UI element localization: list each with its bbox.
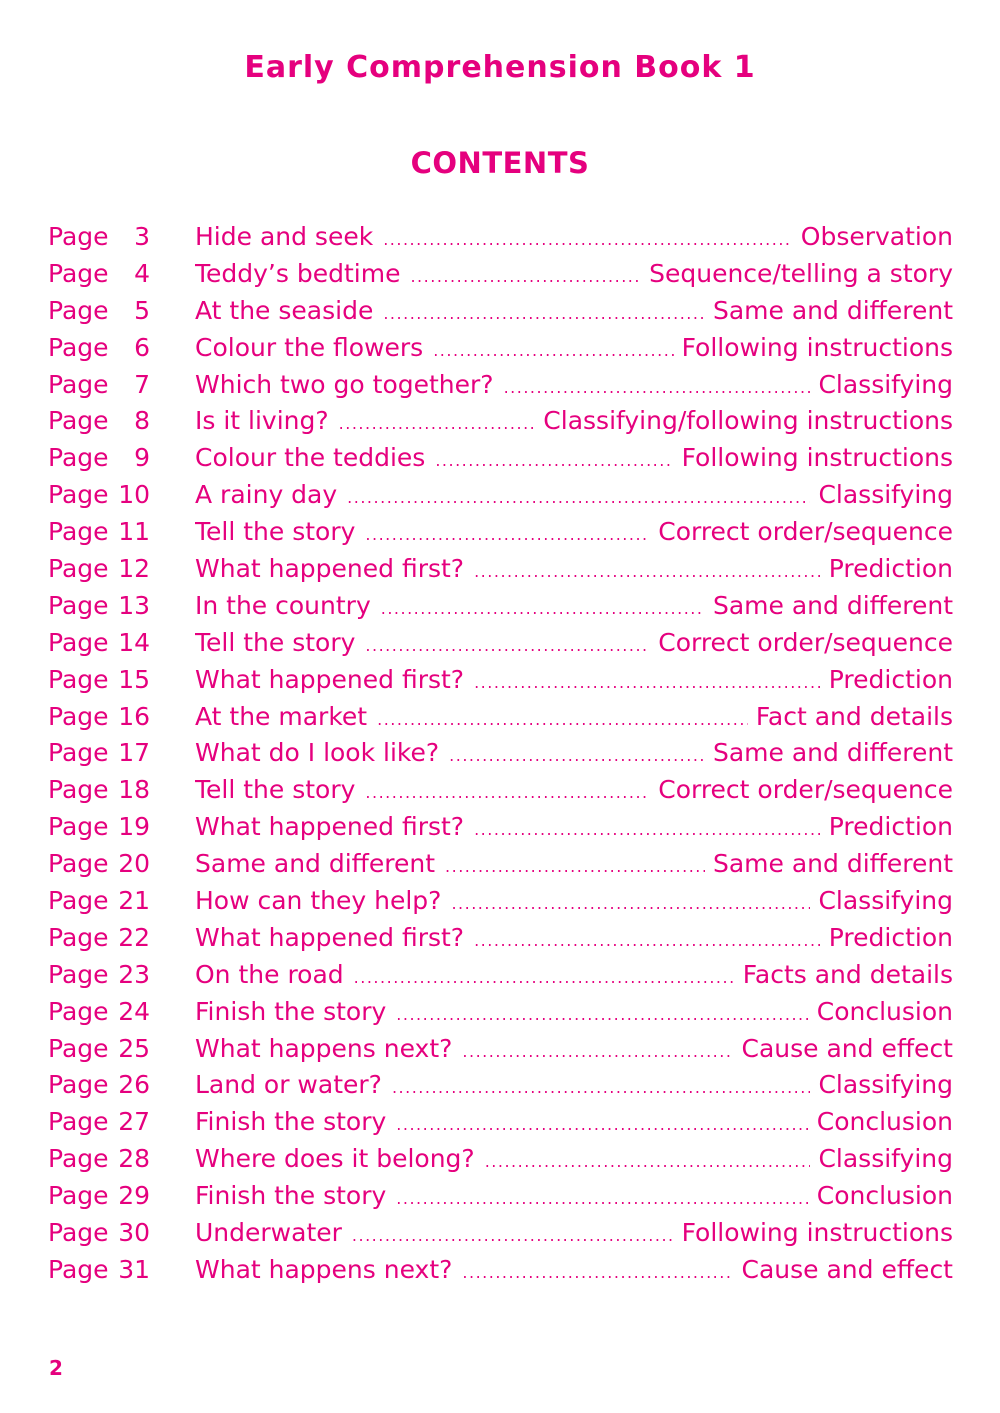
toc-page-number: 19: [118, 812, 150, 842]
page-number: 2: [49, 1356, 63, 1380]
toc-entry-skill: Fact and details: [755, 701, 953, 731]
toc-page-label: Page: [48, 1181, 109, 1211]
toc-entry: [195, 662, 953, 702]
toc-entry-skill: Classifying: [818, 480, 953, 510]
toc-entry-skill: Conclusion: [816, 1107, 953, 1137]
toc-entry-skill: Classifying: [818, 369, 953, 399]
toc-page-label: Page: [48, 369, 109, 399]
toc-page-label: Page: [48, 590, 109, 620]
toc-row: [48, 219, 953, 256]
toc-row: [48, 1178, 953, 1215]
toc-page-label: Page: [48, 775, 109, 805]
toc-dot-leader: [474, 665, 821, 702]
toc-entry-title: A rainy day: [195, 480, 338, 510]
toc-page-label: Page: [48, 664, 109, 694]
toc-entry-title: Teddy’s bedtime: [195, 258, 401, 288]
toc-entry-skill: Correct order/sequence: [658, 775, 953, 805]
toc-entry-title: What happens next?: [195, 1254, 453, 1284]
toc-row: [48, 846, 953, 883]
toc-page-label: Page: [48, 812, 109, 842]
toc-entry-title: Which two go together?: [195, 369, 494, 399]
toc-entry: [195, 1215, 953, 1255]
toc-entry: [195, 514, 953, 554]
toc-page-number: 5: [134, 295, 150, 325]
toc-entry: [195, 219, 953, 259]
toc-page-label: Page: [48, 406, 109, 436]
toc-entry: [195, 256, 953, 296]
toc-entry: [195, 1178, 953, 1218]
toc-page-label: Page: [48, 295, 109, 325]
toc-entry-title: What do I look like?: [195, 738, 440, 768]
toc-entry: [195, 846, 953, 886]
toc-dot-leader: [474, 923, 821, 960]
toc-entry-skill: Classifying: [818, 1144, 953, 1174]
toc-entry-skill: Cause and effect: [741, 1033, 953, 1063]
toc-row: [48, 477, 953, 514]
toc-entry: [195, 367, 953, 407]
toc-page-number: 12: [118, 554, 150, 584]
toc-entry-skill: Following instructions: [681, 443, 953, 473]
toc-page-number: 25: [118, 1033, 150, 1063]
toc-row: [48, 957, 953, 994]
toc-page-label: Page: [48, 1070, 109, 1100]
toc-entry-skill: Prediction: [828, 664, 953, 694]
toc-entry-skill: Observation: [800, 222, 953, 251]
toc-row: [48, 883, 953, 920]
toc-page-label: Page: [48, 959, 109, 989]
toc-row: [48, 330, 953, 367]
toc-dot-leader: [354, 960, 735, 997]
toc-entry-title: At the market: [195, 701, 368, 731]
toc-entry-title: What happens next?: [195, 1033, 453, 1063]
toc-entry-skill: Prediction: [828, 922, 953, 952]
toc-page-number: 22: [118, 922, 150, 952]
toc-page-label: Page: [48, 922, 109, 952]
toc-row: [48, 1252, 953, 1289]
toc-dot-leader: [392, 1070, 811, 1107]
toc-dot-leader: [474, 554, 821, 591]
toc-row: [48, 1215, 953, 1252]
toc-dot-leader: [474, 812, 821, 849]
toc-entry-title: Where does it belong?: [195, 1144, 475, 1174]
toc-dot-leader: [365, 628, 650, 665]
toc-page-label: Page: [48, 1254, 109, 1284]
toc-row: [48, 1067, 953, 1104]
toc-row: [48, 403, 953, 440]
toc-page-label: Page: [48, 1107, 109, 1137]
toc-dot-leader: [410, 259, 641, 296]
toc-entry: [195, 1252, 953, 1292]
toc-row: [48, 920, 953, 957]
toc-entry-title: Finish the story: [195, 1107, 387, 1137]
toc-page-number: 27: [118, 1107, 150, 1137]
toc-dot-leader: [381, 591, 705, 628]
toc-dot-leader: [339, 406, 536, 443]
toc-entry-skill: Classifying: [818, 886, 953, 916]
toc-page-number: 10: [118, 480, 150, 510]
toc-entry: [195, 1141, 953, 1181]
toc-entry: [195, 440, 953, 480]
toc-page-label: Page: [48, 627, 109, 657]
toc-entry-skill: Conclusion: [816, 996, 953, 1026]
toc-entry-title: Tell the story: [195, 627, 356, 657]
toc-entry-title: Tell the story: [195, 775, 356, 805]
toc-row: [48, 809, 953, 846]
toc-page-number: 15: [118, 664, 150, 694]
toc-entry-skill: Facts and details: [742, 959, 953, 989]
toc-page-number: 14: [118, 627, 150, 657]
toc-entry: [195, 1067, 953, 1107]
toc-page-label: Page: [48, 886, 109, 916]
toc-entry-title: Finish the story: [195, 996, 387, 1026]
toc-row: [48, 1031, 953, 1068]
toc-entry-skill: Same and different: [712, 738, 953, 768]
toc-page-label: Page: [48, 480, 109, 510]
toc-entry-skill: Same and different: [712, 295, 953, 325]
toc-page-label: Page: [48, 332, 109, 362]
toc-row: [48, 772, 953, 809]
toc-page-number: 8: [134, 406, 150, 436]
toc-page-number: 30: [118, 1218, 150, 1248]
toc-dot-leader: [383, 296, 705, 333]
toc-row: [48, 1104, 953, 1141]
toc-entry: [195, 1104, 953, 1144]
toc-entry-title: Hide and seek: [195, 222, 374, 251]
toc-entry-skill: Correct order/sequence: [658, 517, 953, 547]
toc-row: [48, 367, 953, 404]
toc-dot-leader: [396, 1181, 808, 1218]
toc-entry-title: Colour the flowers: [195, 332, 424, 362]
toc-entry: [195, 735, 953, 775]
toc-entry-title: Same and different: [195, 849, 436, 879]
toc-page-label: Page: [48, 701, 109, 731]
toc-entry-title: At the seaside: [195, 295, 374, 325]
toc-page-label: Page: [48, 258, 109, 288]
toc-entry-title: How can they help?: [195, 886, 442, 916]
toc-row: [48, 256, 953, 293]
toc-page-number: 23: [118, 959, 150, 989]
toc-entry-title: Underwater: [195, 1218, 342, 1248]
toc-entry: [195, 625, 953, 665]
toc-entry-skill: Prediction: [828, 812, 953, 842]
toc-entry-title: What happened first?: [195, 664, 465, 694]
toc-entry-title: Colour the teddies: [195, 443, 426, 473]
toc-entry: [195, 772, 953, 812]
toc-page-label: Page: [48, 849, 109, 879]
toc-page-number: 29: [118, 1181, 150, 1211]
toc-page-number: 21: [118, 886, 150, 916]
toc-entry-title: What happened first?: [195, 812, 465, 842]
toc-entry-skill: Conclusion: [816, 1181, 953, 1211]
toc-row: [48, 994, 953, 1031]
toc-page-number: 6: [134, 332, 150, 362]
toc-entry: [195, 293, 953, 333]
toc-entry-skill: Classifying/following instructions: [543, 406, 953, 436]
toc-entry: [195, 994, 953, 1034]
toc-dot-leader: [396, 997, 808, 1034]
toc-row: [48, 699, 953, 736]
toc-entry: [195, 809, 953, 849]
toc-page-number: 4: [134, 258, 150, 288]
toc-dot-leader: [485, 1144, 811, 1181]
toc-row: [48, 551, 953, 588]
toc-page-label: Page: [48, 517, 109, 547]
toc-dot-leader: [352, 1218, 674, 1255]
toc-dot-leader: [445, 849, 705, 886]
toc-dot-leader: [365, 775, 650, 812]
toc-row: [48, 440, 953, 477]
toc-row: [48, 1141, 953, 1178]
toc-entry-skill: Prediction: [828, 554, 953, 584]
table-of-contents: [48, 219, 953, 1289]
toc-entry-skill: Sequence/telling a story: [649, 258, 953, 288]
toc-entry-title: Tell the story: [195, 517, 356, 547]
toc-page-number: 28: [118, 1144, 150, 1174]
toc-dot-leader: [365, 517, 650, 554]
toc-entry-skill: Same and different: [712, 590, 953, 620]
toc-entry: [195, 920, 953, 960]
toc-entry-title: What happened first?: [195, 554, 465, 584]
contents-heading: CONTENTS: [410, 146, 590, 180]
toc-page-number: 31: [118, 1254, 150, 1284]
toc-entry-skill: Following instructions: [681, 332, 953, 362]
toc-entry-title: Finish the story: [195, 1181, 387, 1211]
toc-row: [48, 735, 953, 772]
toc-page-label: Page: [48, 738, 109, 768]
toc-entry: [195, 588, 953, 628]
toc-entry-skill: Correct order/sequence: [658, 627, 953, 657]
toc-entry-skill: Classifying: [818, 1070, 953, 1100]
toc-dot-leader: [433, 333, 673, 370]
toc-dot-leader: [377, 702, 748, 739]
toc-dot-leader: [383, 222, 793, 259]
toc-dot-leader: [462, 1034, 733, 1071]
toc-page-label: Page: [48, 1033, 109, 1063]
toc-dot-leader: [462, 1255, 733, 1292]
toc-row: [48, 293, 953, 330]
toc-page-label: Page: [48, 1144, 109, 1174]
toc-row: [48, 514, 953, 551]
toc-entry: [195, 699, 953, 739]
toc-entry: [195, 957, 953, 997]
toc-entry-title: What happened first?: [195, 922, 465, 952]
toc-row: [48, 662, 953, 699]
toc-dot-leader: [347, 480, 810, 517]
book-title: Early Comprehension Book 1: [244, 50, 756, 85]
toc-page-number: 26: [118, 1070, 150, 1100]
toc-page-label: Page: [48, 222, 109, 251]
toc-dot-leader: [451, 886, 810, 923]
toc-entry-title: Land or water?: [195, 1070, 382, 1100]
toc-dot-leader: [396, 1107, 808, 1144]
toc-entry-title: On the road: [195, 959, 344, 989]
toc-page-number: 24: [118, 996, 150, 1026]
toc-row: [48, 625, 953, 662]
toc-entry-skill: Same and different: [712, 849, 953, 879]
toc-page-number: 20: [118, 849, 150, 879]
toc-entry-skill: Following instructions: [681, 1218, 953, 1248]
toc-page-label: Page: [48, 996, 109, 1026]
toc-entry: [195, 1031, 953, 1071]
toc-page-number: 17: [118, 738, 150, 768]
toc-page-number: 16: [118, 701, 150, 731]
toc-page-number: 13: [118, 590, 150, 620]
toc-entry: [195, 403, 953, 443]
toc-dot-leader: [449, 738, 705, 775]
toc-entry-skill: Cause and effect: [741, 1254, 953, 1284]
toc-entry-title: In the country: [195, 590, 371, 620]
toc-entry-title: Is it living?: [195, 406, 329, 436]
toc-page-number: 7: [134, 369, 150, 399]
toc-entry: [195, 330, 953, 370]
toc-page-number: 18: [118, 775, 150, 805]
toc-entry: [195, 477, 953, 517]
toc-page-number: 11: [118, 517, 150, 547]
toc-row: [48, 588, 953, 625]
toc-page-label: Page: [48, 554, 109, 584]
toc-entry: [195, 551, 953, 591]
toc-entry: [195, 883, 953, 923]
toc-page-number: 3: [134, 222, 150, 251]
toc-dot-leader: [435, 443, 673, 480]
toc-page-label: Page: [48, 1218, 109, 1248]
toc-page-number: 9: [134, 443, 150, 473]
toc-dot-leader: [504, 370, 811, 407]
toc-page-label: Page: [48, 443, 109, 473]
